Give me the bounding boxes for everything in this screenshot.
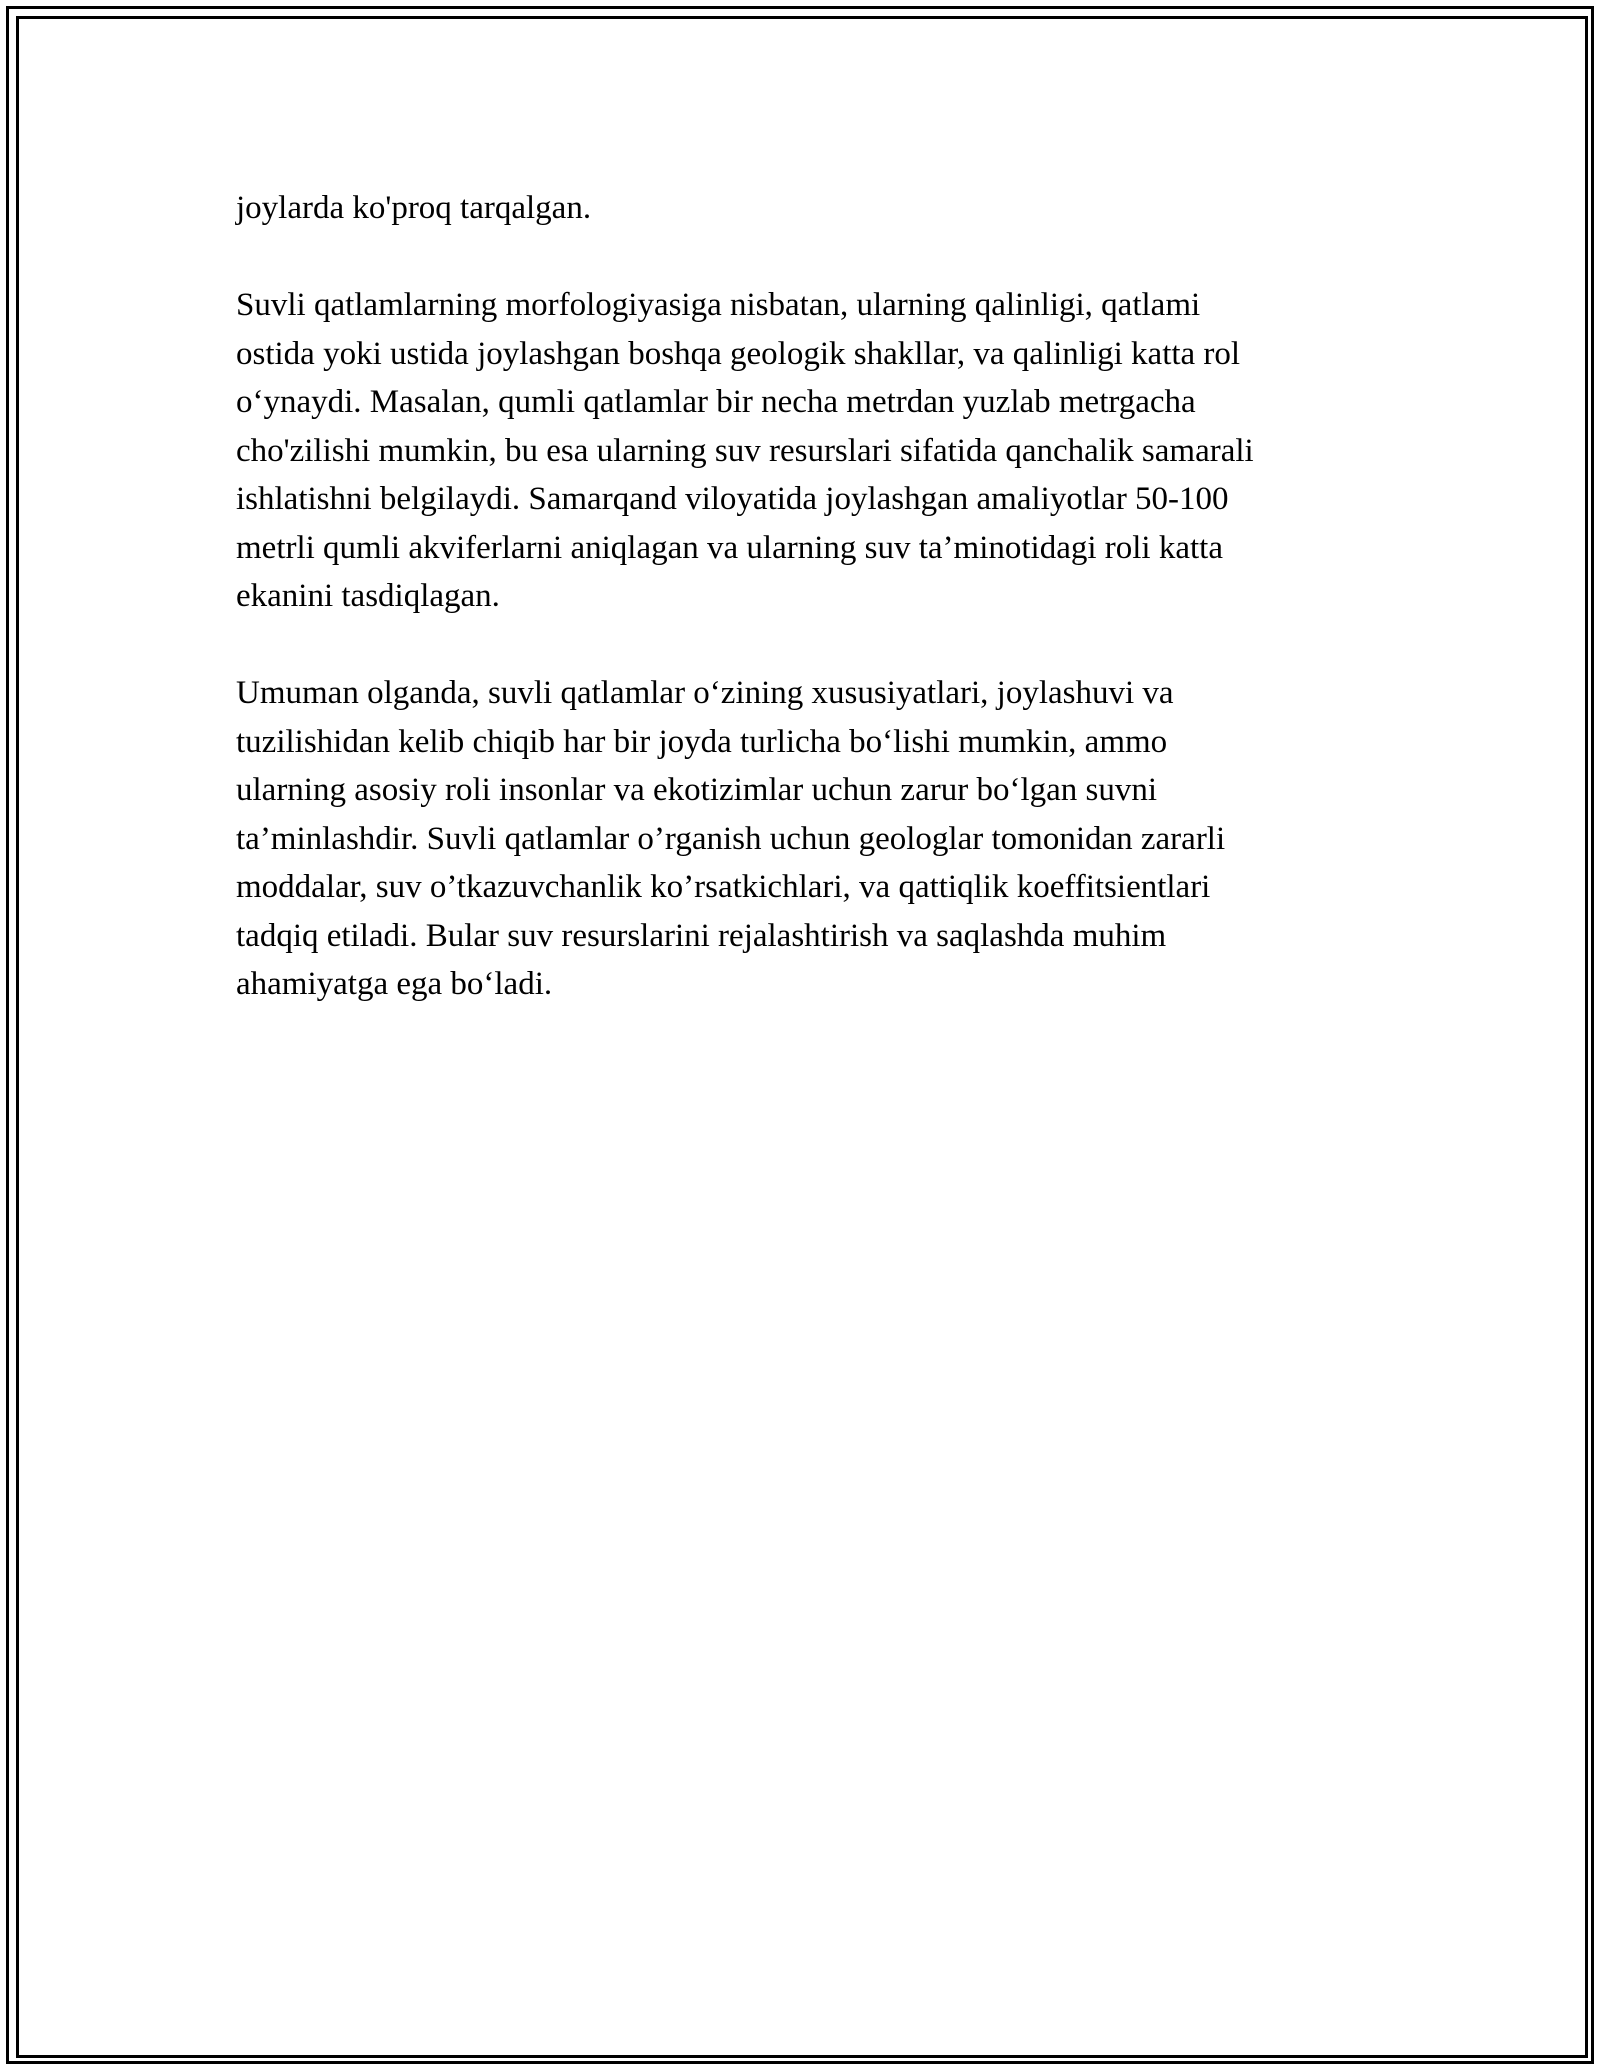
paragraph-1 (236, 184, 1386, 233)
text-line: metrli qumli akviferlarni aniqlagan va ularning suv ta’minotidagi roli katta (236, 529, 1223, 566)
document-body (236, 184, 1386, 1009)
text-line: Suvli qatlamlarning morfologiyasiga nisbatan, ularning qalinligi, qatlami (236, 287, 1201, 323)
text-line: moddalar, suv o’tkazuvchanlik ko’rsatkichlari, va qattiqlik koeffitsientlari (236, 869, 1211, 905)
text-line: cho'zilishi mumkin, bu esa ularning suv resurslari sifatida qanchalik samarali (236, 432, 1254, 469)
text-line: ahamiyatga ega bo‘ladi. (236, 966, 553, 1002)
paragraph-2 (236, 281, 1386, 621)
text-line: joylarda ko'proq tarqalgan. (236, 190, 592, 226)
text-line: ta’minlashdir. Suvli qatlamlar o’rganish uchun geologlar tomonidan zararli (236, 820, 1226, 857)
text-line: ostida yoki ustida joylashgan boshqa geologik shakllar, va qalinligi katta rol (236, 335, 1241, 372)
text-line: ekanini tasdiqlagan. (236, 578, 500, 614)
text-line: tadqiq etiladi. Bular suv resurslarini rejalashtirish va saqlashda muhim (236, 917, 1167, 954)
paragraph-3 (236, 669, 1386, 1009)
text-line: ishlatishni belgilaydi. Samarqand viloyatida joylashgan amaliyotlar 50-100 (236, 481, 1229, 517)
text-line: o‘ynaydi. Masalan, qumli qatlamlar bir necha metrdan yuzlab metrgacha (236, 384, 1196, 420)
text-line: ularning asosiy roli insonlar va ekotizimlar uchun zarur bo‘lgan suvni (236, 772, 1158, 808)
text-line: Umuman olganda, suvli qatlamlar o‘zining xususiyatlari, joylashuvi va (236, 675, 1174, 711)
text-line: tuzilishidan kelib chiqib har bir joyda turlicha bo‘lishi mumkin, ammo (236, 723, 1168, 760)
